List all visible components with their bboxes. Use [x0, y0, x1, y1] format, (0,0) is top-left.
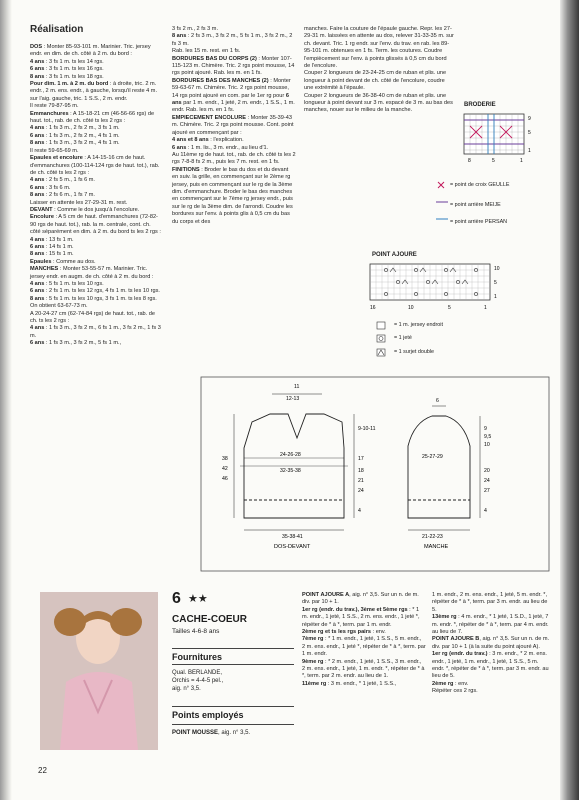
dim-label: 46: [222, 476, 228, 482]
dim-label: 20: [484, 468, 490, 474]
dim-label: 24: [358, 488, 364, 494]
ajoure-legend-symbols: [374, 320, 392, 362]
dim-label: 21: [358, 478, 364, 484]
ajoure-legend-item: = 1 m. jersey endroit: [394, 322, 443, 328]
instruction-paragraph: 6 ans : 3 fs 6 m.: [30, 184, 71, 191]
instruction-paragraph: 11ème rg : 3 m. endr., * 1 jeté, 1 S.S.,: [302, 680, 397, 687]
broderie-row-label: 9: [528, 116, 531, 122]
bottom-column-middle: [302, 592, 426, 688]
divider: [172, 648, 294, 649]
instruction-paragraph: 2ème rg et ts les rgs pairs : env.: [302, 629, 386, 636]
instruction-paragraph: Emmanchures : A 15-18-21 cm (46-56-66 rgs) de haut. tot., rab. de ch. côté ts les 2 rgs :: [30, 110, 155, 125]
instruction-paragraph: Il reste 59-65-69 m.: [30, 147, 79, 154]
section-title: Réalisation: [30, 24, 84, 35]
instruction-paragraph: 4 ans : 13 fs 1 m.: [30, 236, 74, 243]
instruction-paragraph: Au 11ème rg de haut. tot., rab. de ch. côté ts les 2 rgs 7-8-8 fs 2 m., puis les 7 m. rest. en 1 fs.: [172, 151, 296, 166]
page-binding: [0, 0, 12, 800]
ajoure-row-label: 5: [494, 280, 497, 286]
dim-label: 6: [436, 398, 439, 404]
instruction-paragraph: Epaules et encolure : A 14-15-16 cm de haut. d'emmanchures (100-114-124 rgs de haut. tot.), rab. de ch. côté ts les 2 rgs :: [30, 155, 160, 176]
instruction-paragraph: 6 ans : 1 m. lis., 3 m. endr., au lieu d'1.: [172, 144, 269, 151]
instruction-paragraph: 6 ans : 3 fs 1 m. ts les 16 rgs.: [30, 66, 104, 73]
instruction-paragraph: 6 ans : 14 fs 1 m.: [30, 243, 74, 250]
instruction-paragraph: POINT AJOURE B, aig. n° 3,5. Sur un n. de m. div. par 10 + 1 (à la suite du point ajouré A).: [432, 636, 550, 650]
child-photo: [40, 592, 158, 750]
instruction-paragraph: 1 m. endr., 2 m. ens. endr., 1 jeté, 5 m. endr. *, répéter de * à *, term. par 3 m. endr. au lieu de 5.: [432, 592, 548, 613]
divider: [172, 724, 294, 725]
instruction-paragraph: 9ème rg : * 2 m. endr., 1 jeté, 1 S.S., 3 m. endr., 2 m. ens. endr., 1 jeté, 1 m. endr. *, répéter de * à *, term. par 2 m. endr. au lieu de 1.: [302, 658, 425, 680]
schema-label: MANCHE: [424, 544, 449, 550]
instruction-paragraph: 6 ans : 1 fs 3 m., 2 fs 2 m., 4 fs 1 m.: [30, 132, 120, 139]
model-sizes: Tailles 4-6-8 ans: [172, 628, 220, 635]
instruction-paragraph: EMPIECEMENT ENCOLURE : Monter 35-39-43 m. Chimère. Tric. 2 rgs point mousse. Cont. point ajouré en commençant par :: [172, 114, 294, 136]
broderie-col-label: 5: [492, 158, 495, 164]
dim-label: 12-13: [286, 396, 300, 402]
instruction-paragraph: 8 ans : 3 fs 1 m. ts les 18 rgs.: [30, 73, 104, 80]
point-ajoure-grid: [368, 262, 508, 314]
fournitures-title: Fournitures: [172, 652, 223, 662]
instruction-paragraph: manches. Faire la couture de l'épaule gauche. Repr. les 27-29-31 m. laissées en attente au dos, relever 31-33-35 m. sur ch. devant. Tric. 1 rg endr. sur l'env. du trav. en rab. les 89-95-101 m. obtenues en 1 fs. Term. les coutures. Coudre l'empiècement sur l'env. à points glissés à 0,5 cm du bord de l'encolure.: [304, 26, 454, 70]
dim-label: 11: [294, 384, 300, 390]
instruction-paragraph: 8 ans : 15 fs 1 m.: [30, 251, 74, 258]
fournitures-list: [172, 669, 292, 693]
instruction-paragraph: Répéter ces 2 rgs.: [432, 688, 478, 695]
broderie-col-label: 8: [468, 158, 471, 164]
dim-label: 21-22-23: [422, 534, 443, 540]
fourniture-item: aig. n° 3,5.: [172, 686, 201, 692]
instruction-paragraph: 4 ans : 5 fs 1 m. ts les 10 rgs.: [30, 281, 104, 287]
instruction-paragraph: Il reste 79-87-95 m.: [30, 103, 79, 110]
dim-label: 27: [484, 488, 490, 494]
dim-label: 18: [358, 468, 364, 474]
model-title: CACHE-COEUR: [172, 614, 247, 625]
instruction-paragraph: Couper 2 longueurs de 36-38-40 cm de ruban et plis. une longueur à point devant sur 3 m. espacé de 3 m. au bas des manches, nouer sur le milieu de la manche.: [304, 92, 453, 114]
instructions-column-middle: [172, 26, 296, 226]
instruction-paragraph: MANCHES : Monter 53-55-57 m. Marinier. Tric. jersey endr. en augm. de ch. côté à 2 m. du bord :: [30, 266, 154, 280]
instruction-paragraph: 7ème rg : * 1 m. endr., 1 jeté, 1 S.S., 5 m. endr., 2 m. ens. endr., 1 jeté *, répéter de * à *, term. par 1 m. endr.: [302, 636, 426, 658]
instruction-paragraph: POINT AJOURE A, aig. n° 3,5. Sur un n. de m. div. par 10 + 1.: [302, 592, 419, 606]
ajoure-legend-item: = 1 jeté: [394, 335, 412, 341]
instruction-paragraph: BORDURES BAS DU CORPS (2) : Monter 107-115-123 m. Chimère. Tric. 2 rgs point mousse, 14 rgs point ajouré. Rab. les m. en 1 fs.: [172, 55, 295, 77]
instruction-paragraph: DEVANT : Comme le dos jusqu'à l'encolure.: [30, 206, 140, 213]
dim-label: 9: [484, 426, 487, 432]
dim-label: 9-10-11: [358, 426, 376, 432]
dim-label: 4: [358, 508, 361, 514]
instruction-paragraph: 8 ans : 5 fs 1 m. ts les 10 rgs, 3 fs 1 m. ts les 8 rgs.: [30, 295, 157, 302]
dim-label: 32-35-38: [280, 468, 301, 474]
schema-box: [200, 376, 550, 572]
dim-label: 42: [222, 466, 228, 472]
instructions-column-left: [30, 44, 162, 348]
fourniture-item: Qual. BERLANDE,: [172, 670, 223, 676]
instruction-paragraph: 3 fs 2 m., 2 fs 3 m.: [172, 26, 219, 32]
dim-label: 38: [222, 456, 228, 462]
instruction-paragraph: On obtient 63-67-73 m.: [30, 303, 88, 310]
instruction-paragraph: 4 ans : 1 fs 3 m., 3 fs 2 m., 6 fs 1 m., 3 fs 2 m., 1 fs 3 m.: [30, 325, 161, 339]
instruction-paragraph: 4 ans : 3 fs 1 m. ts les 14 rgs.: [30, 58, 104, 65]
instruction-paragraph: 8 ans : 2 fs 6 m., 1 fs 7 m.: [30, 192, 95, 199]
broderie-col-label: 1: [520, 158, 523, 164]
instruction-paragraph: 1er rg (endr. du trav.) : 3 m. endr., * 2 m. ens. endr., 1 jeté, 1 m. endr., 1 jeté, 1 S.S., 5 m. endr. *, répéter de * à *, term. par 3 m. endr. au lieu de 5.: [432, 651, 549, 680]
ajoure-col-label: 5: [448, 305, 451, 311]
broderie-row-label: 5: [528, 130, 531, 136]
instruction-paragraph: Couper 2 longueurs de 23-24-25 cm de ruban et plis. une longueur à point devant de ch. côté de l'encolure, coudre une extrémité à l'épaule.: [304, 70, 447, 92]
dim-label: 24-26-28: [280, 452, 301, 458]
broderie-grid: [462, 112, 542, 164]
point-ajoure-title: POINT AJOURE: [372, 252, 417, 258]
instruction-paragraph: 13ème rg : 4 m. endr., * 1 jeté, 1 S.D., 1 jeté, 7 m. endr. *, répéter de * à *, term. par 4 m. endr. au lieu de 7.: [432, 614, 549, 636]
broderie-row-label: 1: [528, 148, 531, 154]
broderie-legend-item: = point de croix GEULLE: [450, 182, 510, 188]
ajoure-row-label: 1: [494, 294, 497, 300]
ajoure-row-label: 10: [494, 266, 500, 272]
instruction-paragraph: 6 ans : 1 fs 3 m., 3 fs 2 m., 5 fs 1 m.,: [30, 340, 122, 347]
broderie-legend-item: = point arrière PERSAN: [450, 219, 508, 225]
instruction-paragraph: 8 ans : 1 fs 3 m., 3 fs 2 m., 4 fs 1 m.: [30, 140, 120, 147]
instruction-paragraph: 4 ans : 1 fs 3 m., 2 fs 2 m., 3 fs 1 m.: [30, 125, 120, 132]
dim-label: 17: [358, 456, 364, 462]
ajoure-col-label: 1: [484, 305, 487, 311]
dim-label: 9,5: [484, 434, 492, 440]
instruction-paragraph: Pour dim. 1 m. à 2 m. du bord : à droite, tric. 2 m. endr., 2 m. ens. endr., à gauche, lorsqu'il reste 4 m. sur l'aig. gauche, tric. 1 S.S., 2 m. endr.: [30, 81, 157, 102]
dim-label: 10: [484, 442, 490, 448]
instruction-paragraph: A 20-24-27 cm (62-74-84 rgs) de haut. tot., rab. de ch. ts les 2 rgs :: [30, 310, 155, 325]
instruction-paragraph: Laisser en attente les 27-29-31 m. rest.: [30, 199, 128, 206]
points-text: POINT MOUSSE, aig. n° 3,5.: [172, 730, 251, 736]
ajoure-col-label: 10: [408, 305, 414, 311]
instruction-paragraph: Rab. les 15 m. rest. en 1 fs.: [172, 48, 241, 55]
ajoure-col-label: 16: [370, 305, 376, 311]
instruction-paragraph: 6 ans : 2 fs 1 m. ts les 12 rgs, 4 fs 1 m. ts les 10 rgs.: [30, 288, 160, 295]
instruction-paragraph: 4 ans et 8 ans : l'explication.: [172, 137, 244, 144]
page-number: 22: [38, 766, 47, 775]
dim-label: 35-38-41: [282, 534, 303, 540]
instruction-paragraph: DOS : Monter 85-93-101 m. Marinier. Tric. jersey endr. en dim. de ch. côté à 2 m. du bord :: [30, 44, 151, 58]
dim-label: 4: [484, 508, 487, 514]
divider: [172, 706, 294, 707]
broderie-legend-item: = point arrière MEIJE: [450, 202, 501, 208]
instruction-paragraph: Encolure : A 5 cm de haut. d'emmanchures (72-82-90 rgs de haut. tot.), rab. la m. centrale, cont. ch. côté séparément en dim. à 2 m. du bord ts les 2 rgs :: [30, 214, 161, 236]
instruction-paragraph: 4 ans : 2 fs 5 m., 1 fs 6 m.: [30, 177, 95, 184]
instructions-column-right: [304, 26, 454, 115]
dim-label: 25-27-29: [422, 454, 443, 460]
difficulty-stars: ★★: [188, 593, 208, 605]
broderie-title: BRODERIE: [464, 102, 496, 108]
instruction-paragraph: FINITIONS : Broder le bas du dos et du devant en suiv. la grille, en commençant sur le 2ème rg jersey, puis en commençant sur le rg de la 3ème dim. d'emmanchure. Broder le bas des manches en commençant sur le 7ème rg jersey endr., puis sur le rg de la 3ème dim. de l'arrondi. Coudre les bordures sur l'env. à points glis à 0,5 cm du bas du corps et des: [172, 166, 293, 225]
dim-label: 24: [484, 478, 490, 484]
instruction-paragraph: 1er rg (endr. du trav.), 3ème et 5ème rgs : * 1 m. endr., 1 jeté, 1 S.S., 2 m. ens. endr., 1 jeté *, répéter de * à *, term. par 1 m. endr.: [302, 606, 420, 628]
ajoure-legend-item: = 1 surjet double: [394, 349, 435, 355]
fourniture-item: Orchis = 4-4-5 pel.,: [172, 678, 224, 684]
bottom-column-right: [432, 592, 552, 696]
divider: [172, 664, 294, 665]
instruction-paragraph: Epaules : Comme au dos.: [30, 258, 96, 265]
instruction-paragraph: 2ème rg : env.: [432, 680, 469, 687]
instruction-paragraph: BORDURES BAS DES MANCHES (2) : Monter 59-63-67 m. Chimère. Tric. 2 rgs point mousse, 14 rgs point ajouré en com. par le 1er rg pour 6 ans par 1 m. endr., 1 jeté, 2 m. endr., 1 S.S., 1 m. endr. Rab. les m. en 1 fs.: [172, 77, 295, 114]
page-edge: [560, 0, 579, 800]
points-title: Points employés: [172, 710, 244, 720]
model-number: 6: [172, 590, 181, 607]
schema-label: DOS-DEVANT: [274, 544, 311, 550]
instruction-paragraph: 8 ans : 2 fs 3 m., 3 fs 2 m., 5 fs 1 m., 3 fs 2 m., 2 fs 3 m.: [172, 33, 293, 47]
